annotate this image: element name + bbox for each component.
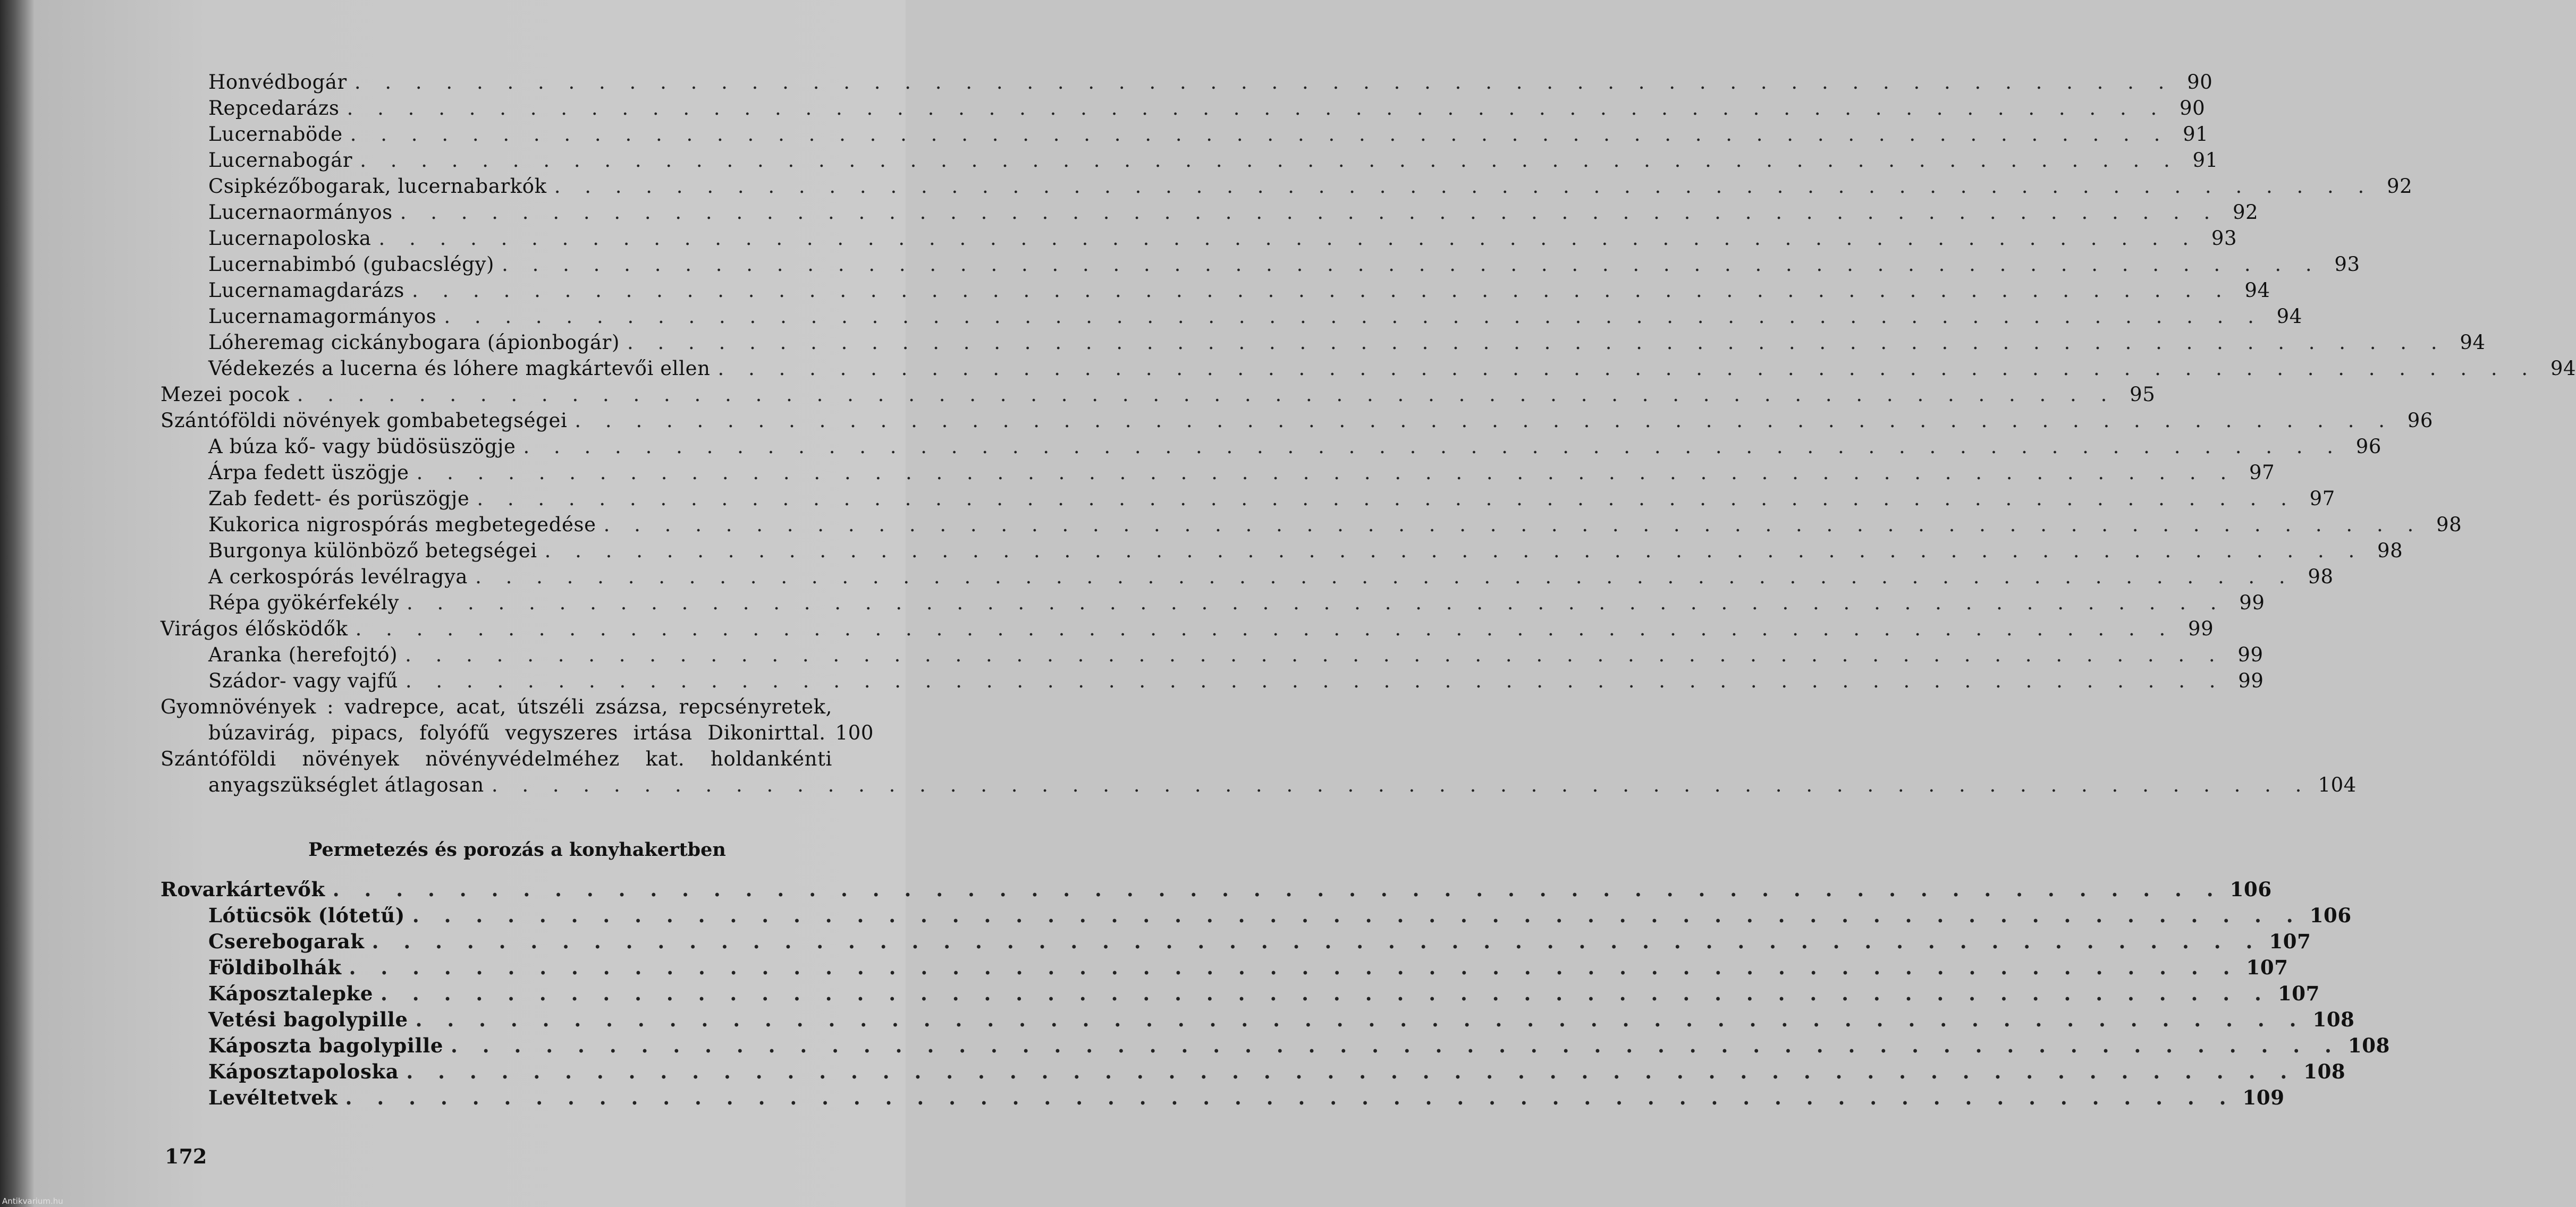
dot-leader: . . . . . . . . . . . . . . . . . . . . . . . . . . . . . . . . . . . . . . . . . . . . . . . . . . . . . . . . . . . .: [554, 175, 2374, 198]
toc-entry: [161, 694, 874, 720]
toc-entry-page: 98: [2377, 539, 2403, 562]
toc-entry-title: Répa gyökérfekély: [208, 591, 399, 614]
dot-leader: . . . . . . . . . . . . . . . . . . . . . . . . . . . . . . . . . . . . . . . . . . . . . . . . . . . . . . . . . . . .: [412, 279, 2231, 302]
dot-leader: . . . . . . . . . . . . . . . . . . . . . . . . . . . . . . . . . . . . . . . . . . . . . . . . . . . . . . . . . . . .: [297, 383, 2116, 406]
toc-entry-page: 94: [2550, 357, 2576, 380]
dot-leader: . . . . . . . . . . . . . . . . . . . . . . . . . . . . . . . . . . . . . . . . . . . . . . . . . . . . . . . . . . . .: [350, 123, 2169, 146]
watermark: Antikvarium.hu: [2, 1196, 63, 1206]
toc-entry-page: 97: [2309, 487, 2335, 510]
toc-entry-title: Lucernaormányos: [208, 201, 393, 224]
toc-entry: [208, 1007, 2355, 1033]
dot-leader: . . . . . . . . . . . . . . . . . . . . . . . . . . . . . . . . . . . . . . . . . . . . . . . . . . . . . . . . . . . .: [475, 565, 2294, 588]
dot-leader: . . . . . . . . . . . . . . . . . . . . . . . . . . . . . . . . . . . . . . . . . . . . . . . . . . . . . . . . . . . .: [416, 461, 2236, 484]
toc-entry-title: Cserebogarak: [208, 930, 365, 953]
toc-entry-title: Gyomnövények : vadrepce, acat, útszéli zsázsa, repcsényretek,: [161, 695, 832, 718]
toc-entry-page: 99: [2239, 591, 2265, 614]
dot-leader: . . . . . . . . . . . . . . . . . . . . . . . . . . . . . . . . . . . . . . . . . . . . . . . . . . . . . . . . . . . .: [378, 227, 2198, 250]
toc-entry-title: anyagszükséglet átlagosan: [208, 774, 484, 796]
toc-entry-title: Szántóföldi növények gombabetegségei: [161, 409, 568, 432]
toc-entry-title: Aranka (herefojtó): [208, 643, 398, 666]
toc-entry: [208, 95, 2206, 121]
toc-entry: [161, 407, 2433, 434]
toc-entry-title: A búza kő- vagy büdösüszögje: [208, 435, 516, 458]
toc-entry: [161, 381, 2156, 407]
toc-entry-page: 98: [2308, 565, 2334, 588]
toc-entry: [208, 955, 2288, 981]
toc-entry: [208, 1085, 2285, 1111]
toc-entry-title: Lucernabimbó (gubacslégy): [208, 253, 495, 276]
toc-entry: [208, 642, 2263, 668]
toc-entry-title: A cerkospórás levélragya: [208, 565, 468, 588]
toc-entry-page: 104: [2318, 774, 2357, 796]
dot-leader: . . . . . . . . . . . . . . . . . . . . . . . . . . . . . . . . . . . . . . . . . . . . . . . . . . . . . . . . . . . .: [477, 487, 2296, 510]
dot-leader: . . . . . . . . . . . . . . . . . . . . . . . . . . . . . . . . . . . . . . . . . . . . . . . . . . . . . . . . . . . .: [347, 97, 2166, 120]
dot-leader: . . . . . . . . . . . . . . . . . . . . . . . . . . . . . . . . . . . . . . . . . . . . . . . . . . . . . . . . . . . .: [502, 253, 2321, 276]
toc-entry: [208, 355, 2576, 381]
toc-entry-page: 98: [2436, 513, 2462, 536]
dot-leader: . . . . . . . . . . . . . . . . . . . . . . . . . . . . . . . . . . . . . . . . . . . . . . . . . . . . . . . . . . . .: [412, 904, 2302, 927]
toc-entry: [208, 147, 2218, 173]
toc-entry-page: 94: [2244, 279, 2270, 302]
toc-entry-page: 91: [2192, 149, 2218, 172]
toc-entry-title: búzavirág, pipacs, folyófű vegyszeres irtása Dikonirttal.: [208, 721, 826, 744]
toc-entry: [208, 981, 2320, 1007]
toc-entry-title: Lótücsök (lótetű): [208, 904, 405, 927]
dot-leader: . . . . . . . . . . . . . . . . . . . . . . . . . . . . . . . . . . . . . . . . . . . . . . . . . . . . . . . . . . . .: [345, 1086, 2235, 1109]
toc-entry-page: 108: [2312, 1008, 2355, 1031]
toc-entry-page: 91: [2183, 123, 2209, 146]
toc-entry-title: Honvédbogár: [208, 71, 347, 94]
toc-entry: [208, 1033, 2390, 1059]
toc-entry: [208, 303, 2302, 329]
dot-leader: . . . . . . . . . . . . . . . . . . . . . . . . . . . . . . . . . . . . . . . . . . . . . . . . . . . . . . . . . . . .: [405, 643, 2224, 666]
dot-leader: . . . . . . . . . . . . . . . . . . . . . . . . . . . . . . . . . . . . . . . . . . . . . . . . . . . . . . . . . . . .: [371, 930, 2262, 953]
dot-leader: . . . . . . . . . . . . . . . . . . . . . . . . . . . . . . . . . . . . . . . . . . . . . . . . . . . . . . . . . . . .: [360, 149, 2179, 172]
toc-entry-title: Csipkézőbogarak, lucernabarkók: [208, 175, 547, 198]
toc-entry-page: 94: [2460, 331, 2486, 354]
toc-entry: [208, 929, 2311, 955]
toc-entry: [208, 668, 2264, 694]
toc-entry-page: 109: [2242, 1086, 2285, 1109]
toc-entry-title: Védekezés a lucerna és lóhere magkártevői ellen: [208, 357, 711, 380]
page-number: 172: [165, 1144, 207, 1168]
toc-entry-title: Rovarkártevők: [161, 878, 325, 901]
toc-entry-page: 107: [2269, 930, 2311, 953]
toc-entry: [208, 590, 2265, 616]
toc-entry: [208, 329, 2486, 355]
toc-entry-title: Burgonya különböző betegségei: [208, 539, 537, 562]
dot-leader: . . . . . . . . . . . . . . . . . . . . . . . . . . . . . . . . . . . . . . . . . . . . . . . . . . . . . . . . . . . .: [406, 591, 2226, 614]
toc-entry-title: Vetési bagolypille: [208, 1008, 408, 1031]
toc-entry-page: 96: [2407, 409, 2433, 432]
dot-leader: . . . . . . . . . . . . . . . . . . . . . . . . . . . . . . . . . . . . . . . . . . . . . . . . . . . . . . . . . . . .: [523, 435, 2343, 458]
toc-entry-page: 93: [2211, 227, 2237, 250]
dot-leader: . . . . . . . . . . . . . . . . . . . . . . . . . . . . . . . . . . . . . . . . . . . . . . . . . . . . . . . . . . . .: [575, 409, 2394, 432]
dot-leader: . . . . . . . . . . . . . . . . . . . . . . . . . . . . . . . . . . . . . . . . . . . . . . . . . . . . . . . . . . . .: [415, 1008, 2305, 1031]
toc-entry-title: Szántóföldi növények növényvédelméhez kat. holdankénti: [161, 747, 832, 770]
toc-entry-page: 96: [2355, 435, 2382, 458]
toc-entry-page: 106: [2229, 878, 2272, 901]
dot-leader: . . . . . . . . . . . . . . . . . . . . . . . . . . . . . . . . . . . . . . . . . . . . . . . . . . . . . . . . . . . .: [354, 71, 2174, 94]
toc-entry-title: Levéltetvek: [208, 1086, 338, 1109]
toc-entry-page: 97: [2249, 461, 2275, 484]
toc-entry-title: Földibolhák: [208, 956, 342, 979]
toc-entry-title: Lóheremag cickánybogara (ápionbogár): [208, 331, 620, 354]
toc-entry-title: Káposztalepke: [208, 982, 374, 1005]
toc-entry-page: 90: [2187, 71, 2213, 94]
toc-entry-title: Virágos élősködők: [161, 617, 348, 640]
toc-entry-page: 108: [2347, 1034, 2390, 1057]
section-heading: Permetezés és porozás a konyhakertben: [308, 839, 726, 861]
toc-entry: [208, 69, 2213, 95]
dot-leader: . . . . . . . . . . . . . . . . . . . . . . . . . . . . . . . . . . . . . . . . . . . . . . . . . . . . . . . . . . . .: [406, 1060, 2296, 1083]
dot-leader: . . . . . . . . . . . . . . . . . . . . . . . . . . . . . . . . . . . . . . . . . . . . . . . . . . . . . . . . . . . .: [717, 357, 2537, 380]
toc-entry-title: Lucernaböde: [208, 123, 343, 146]
toc-entry: [208, 772, 2357, 798]
dot-leader: . . . . . . . . . . . . . . . . . . . . . . . . . . . . . . . . . . . . . . . . . . . . . . . . . . . . . . . . . . . .: [444, 305, 2263, 328]
toc-entry-page: 95: [2130, 383, 2156, 406]
toc-entry: [208, 486, 2335, 512]
toc-entry: [161, 877, 2272, 903]
toc-entry-page: 90: [2179, 97, 2206, 120]
toc-entry-title: Mezei pocok: [161, 383, 290, 406]
toc-entry-page: 108: [2303, 1060, 2346, 1083]
toc-entry: [208, 225, 2237, 251]
toc-entry-title: Kukorica nigrospórás megbetegedése: [208, 513, 596, 536]
toc-entry: [208, 173, 2413, 199]
toc-entry: [208, 538, 2403, 564]
toc-entry: [161, 746, 874, 772]
dot-leader: . . . . . . . . . . . . . . . . . . . . . . . . . . . . . . . . . . . . . . . . . . . . . . . . . . . . . . . . . . . .: [544, 539, 2364, 562]
toc-entry-page: 100: [835, 721, 874, 744]
dot-leader: . . . . . . . . . . . . . . . . . . . . . . . . . . . . . . . . . . . . . . . . . . . . . . . . . . . . . . . . . . . .: [451, 1034, 2341, 1057]
toc-entry-page: 99: [2237, 643, 2263, 666]
toc-entry-page: 99: [2238, 669, 2264, 692]
toc-entry-title: Lucernamagdarázs: [208, 279, 404, 302]
toc-entry-page: 106: [2309, 904, 2352, 927]
toc-entry: [208, 564, 2334, 590]
toc-entry-title: Szádor- vagy vajfű: [208, 669, 398, 692]
toc-entry-title: Káposztapoloska: [208, 1060, 399, 1083]
toc-entry: [208, 1059, 2346, 1085]
toc-entry-page: 92: [2233, 201, 2259, 224]
dot-leader: . . . . . . . . . . . . . . . . . . . . . . . . . . . . . . . . . . . . . . . . . . . . . . . . . . . . . . . . . . . .: [381, 982, 2270, 1005]
toc-entry-page: 99: [2188, 617, 2214, 640]
toc-entry: [161, 616, 2214, 642]
toc-entry-title: Repcedarázs: [208, 97, 340, 120]
toc-entry-title: Káposzta bagolypille: [208, 1034, 443, 1057]
toc-entry-page: 107: [2277, 982, 2320, 1005]
toc-entry-title: Lucernabogár: [208, 149, 353, 172]
dot-leader: . . . . . . . . . . . . . . . . . . . . . . . . . . . . . . . . . . . . . . . . . . . . . . . . . . . . . . . . . . . .: [405, 669, 2225, 692]
toc-entry-title: Lucernamagormányos: [208, 305, 437, 328]
toc-entry-title: Árpa fedett üszögje: [208, 461, 409, 484]
dot-leader: . . . . . . . . . . . . . . . . . . . . . . . . . . . . . . . . . . . . . . . . . . . . . . . . . . . . . . . . . . . .: [332, 878, 2223, 901]
toc-entry-title: Lucernapoloska: [208, 227, 371, 250]
toc-entry-title: Zab fedett- és porüszögje: [208, 487, 470, 510]
toc-entry-page: 94: [2276, 305, 2302, 328]
dot-leader: . . . . . . . . . . . . . . . . . . . . . . . . . . . . . . . . . . . . . . . . . . . . . . . . . . . . . . . . . . . .: [603, 513, 2423, 536]
toc-entry: [208, 434, 2382, 460]
dot-leader: . . . . . . . . . . . . . . . . . . . . . . . . . . . . . . . . . . . . . . . . . . . . . . . . . . . . . . . . . . . .: [400, 201, 2219, 224]
toc-entry: [208, 251, 2360, 277]
toc-entry: [208, 121, 2209, 147]
toc-entry: [208, 277, 2270, 303]
dot-leader: . . . . . . . . . . . . . . . . . . . . . . . . . . . . . . . . . . . . . . . . . . . . . . . . . . . . . . . . . . . .: [627, 331, 2446, 354]
toc-entry: [208, 199, 2259, 225]
dot-leader: . . . . . . . . . . . . . . . . . . . . . . . . . . . . . . . . . . . . . . . . . . . . . . . . . . . . . . . . . . . .: [491, 774, 2311, 796]
toc-entry: [208, 720, 874, 746]
toc-entry-page: 93: [2334, 253, 2360, 276]
toc-entry: [208, 460, 2275, 486]
dot-leader: . . . . . . . . . . . . . . . . . . . . . . . . . . . . . . . . . . . . . . . . . . . . . . . . . . . . . . . . . . . .: [355, 617, 2175, 640]
toc-entry-page: 107: [2246, 956, 2288, 979]
dot-leader: . . . . . . . . . . . . . . . . . . . . . . . . . . . . . . . . . . . . . . . . . . . . . . . . . . . . . . . . . . . .: [349, 956, 2239, 979]
toc-entry: [208, 903, 2352, 929]
toc-entry-page: 92: [2387, 175, 2413, 198]
toc-entry: [208, 512, 2462, 538]
